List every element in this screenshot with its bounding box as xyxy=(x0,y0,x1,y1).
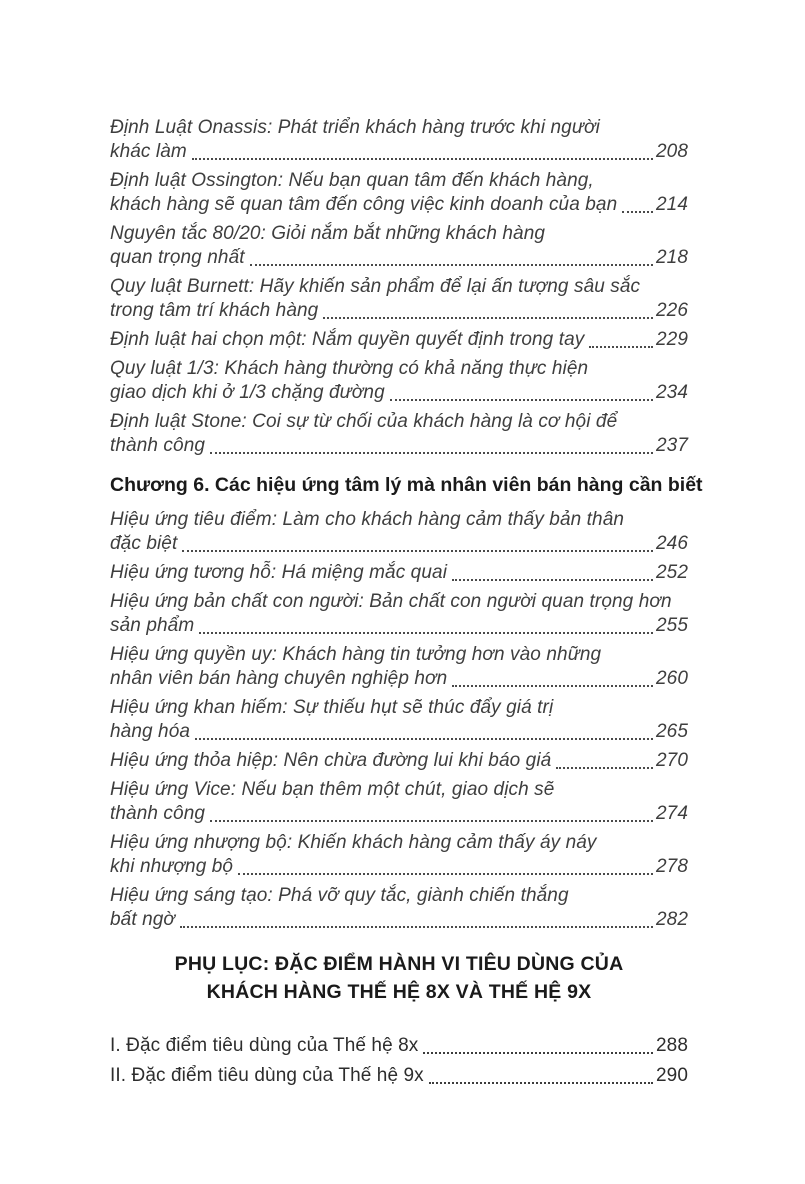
dot-leader xyxy=(622,210,653,213)
page-number: 278 xyxy=(655,856,688,877)
entry-title: thành công xyxy=(110,803,206,824)
page-number: 252 xyxy=(655,562,688,583)
page-number: 274 xyxy=(655,803,688,824)
page-number: 208 xyxy=(655,141,688,162)
entry-last-line xyxy=(110,614,688,638)
dot-leader xyxy=(423,1051,653,1054)
entry-last-line xyxy=(110,749,688,773)
entry-line: Định luật Ossington: Nếu bạn quan tâm đến khách hàng, xyxy=(110,170,594,191)
page-number: 288 xyxy=(655,1035,688,1056)
toc-section xyxy=(110,116,688,458)
toc-entry xyxy=(110,410,688,458)
page-number: 265 xyxy=(655,721,688,742)
toc-entry xyxy=(110,696,688,744)
entry-line: Hiệu ứng tiêu điểm: Làm cho khách hàng cảm thấy bản thân xyxy=(110,509,625,530)
entry-last-line xyxy=(110,561,688,585)
page-number: 214 xyxy=(655,194,688,215)
entry-title: I. Đặc điểm tiêu dùng của Thế hệ 8x xyxy=(110,1035,419,1056)
entry-title: hàng hóa xyxy=(110,721,191,742)
dot-leader xyxy=(556,766,653,769)
entry-line: Hiệu ứng sáng tạo: Phá vỡ quy tắc, giành chiến thắng xyxy=(110,885,569,906)
page-number: 234 xyxy=(655,382,688,403)
entry-last-line xyxy=(110,1034,688,1058)
entry-title: bất ngờ xyxy=(110,909,176,930)
toc-entry xyxy=(110,222,688,270)
entry-line: Hiệu ứng quyền uy: Khách hàng tin tưởng hơn vào những xyxy=(110,644,602,665)
entry-title: khác làm xyxy=(110,141,187,162)
entry-last-line xyxy=(110,193,688,217)
entry-line: Hiệu ứng nhượng bộ: Khiến khách hàng cảm thấy áy náy xyxy=(110,832,597,853)
page-number: 237 xyxy=(655,435,688,456)
page-number: 260 xyxy=(655,668,688,689)
toc-entry xyxy=(110,749,688,773)
toc-entry xyxy=(110,116,688,164)
toc-section xyxy=(110,472,703,932)
entry-line: Nguyên tắc 80/20: Giỏi nắm bắt những khách hàng xyxy=(110,223,546,244)
entry-last-line xyxy=(110,246,688,270)
dot-leader xyxy=(429,1081,653,1084)
entry-line: Quy luật 1/3: Khách hàng thường có khả năng thực hiện xyxy=(110,358,589,379)
entry-title: II. Đặc điểm tiêu dùng của Thế hệ 9x xyxy=(110,1065,424,1086)
entry-line: Quy luật Burnett: Hãy khiến sản phẩm để lại ấn tượng sâu sắc xyxy=(110,276,641,297)
entry-last-line xyxy=(110,328,688,352)
toc-entry xyxy=(110,328,688,352)
dot-leader xyxy=(589,345,653,348)
entry-title: Định luật hai chọn một: Nắm quyền quyết định trong tay xyxy=(110,329,585,350)
entry-last-line xyxy=(110,1064,688,1088)
entry-line: Hiệu ứng bản chất con người: Bản chất con người quan trọng hơn xyxy=(110,591,672,612)
dot-leader xyxy=(323,316,653,319)
page-number: 226 xyxy=(655,300,688,321)
entry-last-line xyxy=(110,532,688,556)
entry-line: Hiệu ứng Vice: Nếu bạn thêm một chút, giao dịch sẽ xyxy=(110,779,555,800)
entry-title: khách hàng sẽ quan tâm đến công việc kinh doanh của bạn xyxy=(110,194,618,215)
entry-title: Hiệu ứng thỏa hiệp: Nên chừa đường lui khi báo giá xyxy=(110,750,552,771)
entry-last-line xyxy=(110,140,688,164)
toc-entry xyxy=(110,169,688,217)
entry-line: Định Luật Onassis: Phát triển khách hàng trước khi người xyxy=(110,117,600,138)
toc-entry xyxy=(110,561,688,585)
page-number: 282 xyxy=(655,909,688,930)
entry-line: Định luật Stone: Coi sự từ chối của khách hàng là cơ hội để xyxy=(110,411,618,432)
entry-title: sản phẩm xyxy=(110,615,195,636)
dot-leader xyxy=(192,157,653,160)
dot-leader xyxy=(390,398,653,401)
dot-leader xyxy=(210,451,653,454)
entry-last-line xyxy=(110,908,688,932)
toc-section xyxy=(110,950,688,1088)
page-number: 270 xyxy=(655,750,688,771)
dot-leader xyxy=(195,737,653,740)
heading-line: Chương 6. Các hiệu ứng tâm lý mà nhân viên bán hàng cần biết xyxy=(110,474,703,496)
page-number: 229 xyxy=(655,329,688,350)
toc-entry xyxy=(110,778,688,826)
entry-last-line xyxy=(110,720,688,744)
dot-leader xyxy=(199,631,653,634)
toc-entry xyxy=(110,590,688,638)
toc-entry xyxy=(110,508,688,556)
toc-sections xyxy=(110,116,703,1088)
heading-line: KHÁCH HÀNG THẾ HỆ 8X VÀ THẾ HỆ 9X xyxy=(206,981,592,1003)
entry-title: thành công xyxy=(110,435,206,456)
appendix-heading xyxy=(110,950,688,1006)
entry-title: quan trọng nhất xyxy=(110,247,245,268)
entry-last-line xyxy=(110,667,688,691)
toc-entry xyxy=(110,275,688,323)
toc-entry xyxy=(110,1034,688,1058)
page-number: 246 xyxy=(655,533,688,554)
chapter-heading xyxy=(110,472,703,498)
dot-leader xyxy=(250,263,653,266)
entry-line: Hiệu ứng khan hiếm: Sự thiếu hụt sẽ thúc đẩy giá trị xyxy=(110,697,554,718)
dot-leader xyxy=(182,549,653,552)
entry-title: giao dịch khi ở 1/3 chặng đường xyxy=(110,382,385,403)
dot-leader xyxy=(180,925,653,928)
dot-leader xyxy=(452,684,653,687)
entry-title: nhân viên bán hàng chuyên nghiệp hơn xyxy=(110,668,448,689)
entry-title: Hiệu ứng tương hỗ: Há miệng mắc quai xyxy=(110,562,448,583)
toc-entry xyxy=(110,643,688,691)
page-number: 290 xyxy=(655,1065,688,1086)
entry-last-line xyxy=(110,434,688,458)
dot-leader xyxy=(452,578,653,581)
entry-title: trong tâm trí khách hàng xyxy=(110,300,319,321)
entry-last-line xyxy=(110,381,688,405)
heading-line: PHỤ LỤC: ĐẶC ĐIỂM HÀNH VI TIÊU DÙNG CỦA xyxy=(174,953,624,975)
page-number: 255 xyxy=(655,615,688,636)
page-number: 218 xyxy=(655,247,688,268)
entry-last-line xyxy=(110,855,688,879)
entry-title: đặc biệt xyxy=(110,533,178,554)
entry-title: khi nhượng bộ xyxy=(110,856,234,877)
toc-entry xyxy=(110,831,688,879)
toc-entry xyxy=(110,1064,688,1088)
dot-leader xyxy=(238,872,653,875)
dot-leader xyxy=(210,819,653,822)
entry-last-line xyxy=(110,299,688,323)
toc-entry xyxy=(110,884,688,932)
entry-last-line xyxy=(110,802,688,826)
toc-entry xyxy=(110,357,688,405)
